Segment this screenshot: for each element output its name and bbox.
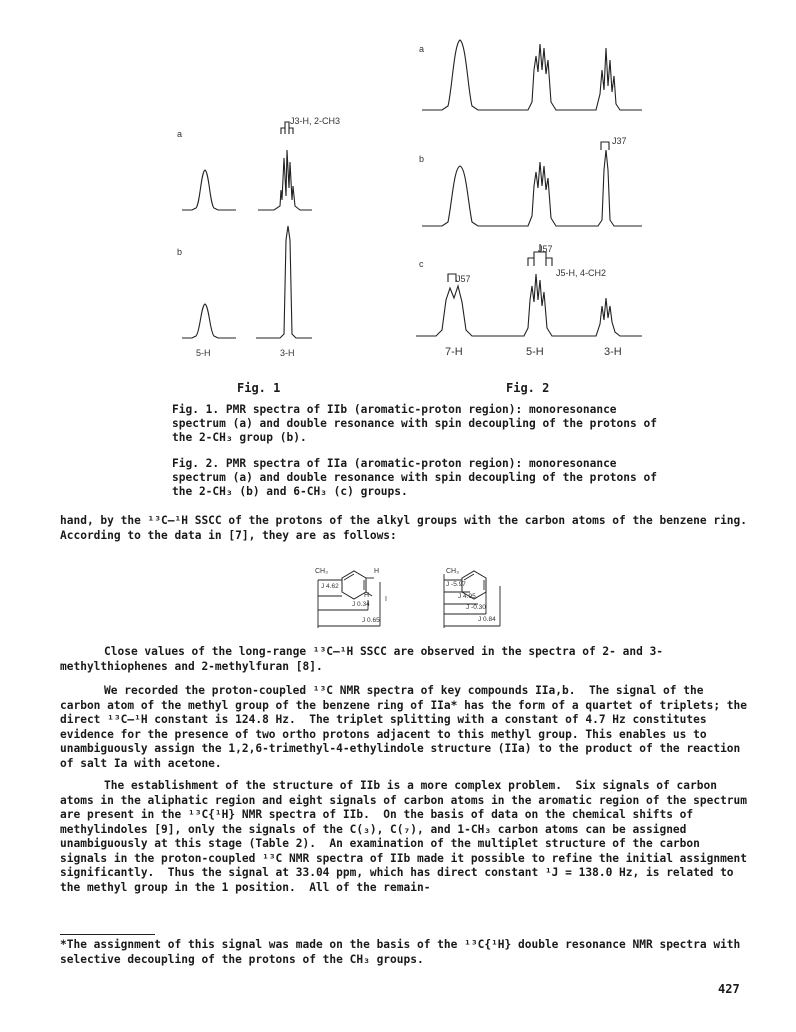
fig2-panel-c-label: c [419,259,424,269]
fig2-panel-b-label: b [419,154,425,164]
fig2-j57-label-left: J57 [456,274,471,284]
fig2-j37-label: J37 [612,136,627,146]
footnote: *The assignment of this signal was made on the basis of the ¹³C{¹H} double resonance NMR spectra with selective decoupling of the protons of the CH₃ groups. [60,938,748,966]
paragraph-1: hand, by the ¹³C—¹H SSCC of the protons of the alkyl groups with the carbon atoms of the benzene ring. According to the data in [7], they are as follows: [60,514,761,542]
fig2-c-j57-marker [448,274,456,282]
scheme-right-j3: J -0.30 [466,604,486,611]
fig2-spectra [410,30,660,350]
fig2-b-5h-trace [514,162,590,226]
fig2-j57-label-right: J57 [538,244,553,254]
fig2-a-7h-trace [422,40,514,110]
paragraph-4: The establishment of the structure of IIb is a more complex problem. Six signals of carbon atoms in the aliphatic region and eight signals of carbon atoms in the aromatic region of the spectrum are present in the ¹³C{¹H} NMR spectra of IIb. On the basis of data on the chemical shifts of methylindoles [9], only the signals of the C(₃), C(₇), and 1-CH₃ carbon atoms can be assigned unambiguously at this stage (Table 2). An examination of the multiplet structure of the carbon signals in the proton-coupled ¹³C NMR spectra of IIb made it possible to refine the initial assignment significantly. Thus the signal at 33.04 ppm, which has direct constant ¹J = 138.0 Hz, is related to the methyl group in the 1 position. All of the remain- [60,779,754,894]
page-number: 427 [718,982,740,996]
fig2-peak-5h: 5-H [526,346,544,358]
scheme-right-j4: J 0.84 [478,616,496,623]
scheme-left-i: I [385,596,387,603]
footnote-rule [60,934,155,935]
fig2-panel-a-label: a [419,44,425,54]
scheme-right-ch3: CH₃ [446,568,459,575]
fig2-j5h-label: J5-H, 4-CH2 [556,268,607,278]
scheme-left-j1: J 4.62 [321,583,339,590]
fig2-c-7h-trace [416,286,514,336]
fig1-spectra [170,100,320,360]
fig2-b-7h-trace [422,166,514,226]
fig1-peak-5h: 5-H [196,348,211,358]
fig2-b-3h-trace [590,150,642,226]
fig2-peak-3h: 3-H [604,346,622,358]
scheme-left-h-low: H [364,592,370,599]
fig2-c-5h-trace [514,274,590,336]
fig1-panel-b-label: b [177,247,183,257]
scheme-right-j2: J 4.95 [458,593,476,600]
fig2-c-3h-trace [590,298,642,336]
fig1-a-3h-trace [258,150,312,210]
fig1-caption: Fig. 1. PMR spectra of IIb (aromatic-proton region): monoresonance spectrum (a) and double resonance with spin decoupling of the protons of the 2-CH₃ group (b). [172,403,657,444]
fig1-label: Fig. 1 [237,381,281,395]
fig2-label: Fig. 2 [506,381,550,395]
scheme-left-h-right: H [374,568,380,575]
fig1-coupling-label: J3-H, 2-CH3 [290,116,341,126]
fig1-a-5h-trace [182,170,236,210]
fig2-peak-7h: 7-H [445,346,463,358]
scheme-left-ring [342,571,366,599]
scheme-left-j2: J 0.34 [352,601,370,608]
fig1-b-3h-trace [256,226,312,338]
fig1-peak-3h: 3-H [280,348,295,358]
fig2-j37-marker [601,142,609,150]
fig2-a-5h-trace [514,44,590,110]
fig1-panel-a-label: a [177,129,183,139]
fig2-caption: Fig. 2. PMR spectra of IIa (aromatic-proton region): monoresonance spectrum (a) and double resonance with spin decoupling of the protons of the 2-CH₃ (b) and 6-CH₃ (c) groups. [172,457,657,498]
paragraph-3: We recorded the proton-coupled ¹³C NMR spectra of key compounds IIa,b. The signal of the carbon atom of the methyl group of the benzene ring of IIa* has the form of a quartet of triplets; the direct ¹³C—¹H constant is 124.8 Hz. The triplet splitting with a constant of 4.7 Hz constitutes evidence for the presence of two ortho protons adjacent to this methyl group. This enables us to unambiguously assign the 1,2,6-trimethyl-4-ethylindole structure (IIa) to the product of the reaction of salt Ia with acetone. [60,684,754,770]
paragraph-2: Close values of the long-range ¹³C—¹H SSCC are observed in the spectra of 2- and 3-methylthiophenes and 2-methylfuran [8]. [60,645,664,673]
fig1-b-5h-trace [182,304,236,338]
scheme-left-j3: J 0.65 [362,617,380,624]
scheme-right-j1: J -5.97 [446,581,466,588]
fig2-a-3h-trace [590,48,642,110]
scheme-left-ch3: CH₃ [315,568,328,575]
